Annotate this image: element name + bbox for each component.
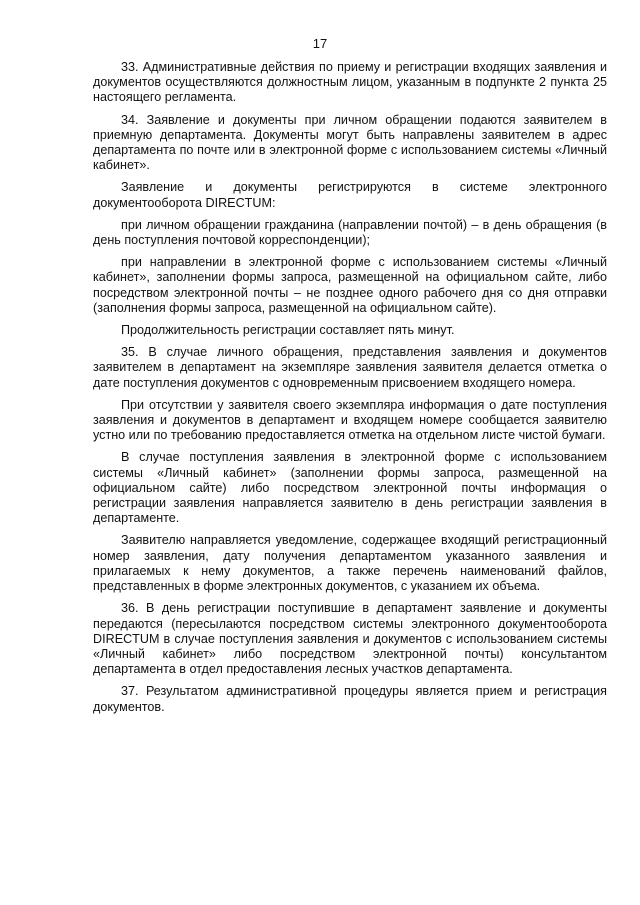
paragraph-personal-appeal: при личном обращении гражданина (направлении почтой) – в день обращения (в день поступления почтовой корреспонденции); [93,217,607,248]
paragraph-notification: Заявителю направляется уведомление, содержащее входящий регистрационный номер заявления, дату получения департаментом указанного заявления и прилагаемых к нему документов, а также перечень наименований файлов, представленных в форме электронных документов, с указанием их объема. [93,533,607,594]
paragraph-no-copy: При отсутствии у заявителя своего экземпляра информация о дате поступления заявления и документов в департамент и входящем номере сообщается заявителю устно или по требованию предоставляется отметка на отдельном листе чистой бумаги. [93,397,607,443]
paragraph-electronic-registration-info: В случае поступления заявления в электронной форме с использованием системы «Личный кабинет» (заполнении формы запроса, размещенной на официальном сайте) либо посредством электронной почты информация о регистрации заявления направляется заявителю в день регистрации заявления в департаменте. [93,450,607,526]
paragraph-33: 33. Административные действия по приему и регистрации входящих заявления и документов осуществляются должностным лицом, указанным в подпункте 2 пункта 25 настоящего регламента. [93,60,607,105]
paragraph-37: 37. Результатом административной процедуры является прием и регистрация документов. [93,684,607,714]
document-body [93,60,607,722]
paragraph-34: 34. Заявление и документы при личном обращении подаются заявителем в приемную департамента. Документы могут быть направлены заявителем в адрес департамента по почте или в электронной форме с использованием системы «Личный кабинет». [93,112,607,173]
paragraph-electronic-submission: при направлении в электронной форме с использованием системы «Личный кабинет», заполнении формы запроса, размещенной на официальном сайте, либо посредством электронной почты – не позднее одного рабочего дня со дня отправки (заполнения формы запроса, размещенной на официальном сайте). [93,255,607,315]
paragraph-duration: Продолжительность регистрации составляет пять минут. [121,323,455,338]
page-number: 17 [312,36,328,51]
paragraph-36: 36. В день регистрации поступившие в департамент заявление и документы передаются (пересылаются посредством системы электронного документооборота DIRECTUM в случае поступления заявления и документов с использованием системы «Личный кабинет» либо посредством электронной почты) консультантом департамента в отдел предоставления лесных участков департамента. [93,601,607,677]
paragraph-registration-system: Заявление и документы регистрируются в системе электронного документооборота DIRECTUM: [93,180,607,210]
paragraph-35: 35. В случае личного обращения, представления заявления и документов заявителем в департамент на экземпляре заявления заявителя делается отметка о дате поступления документов с одновременным присвоением входящего номера. [93,345,607,390]
